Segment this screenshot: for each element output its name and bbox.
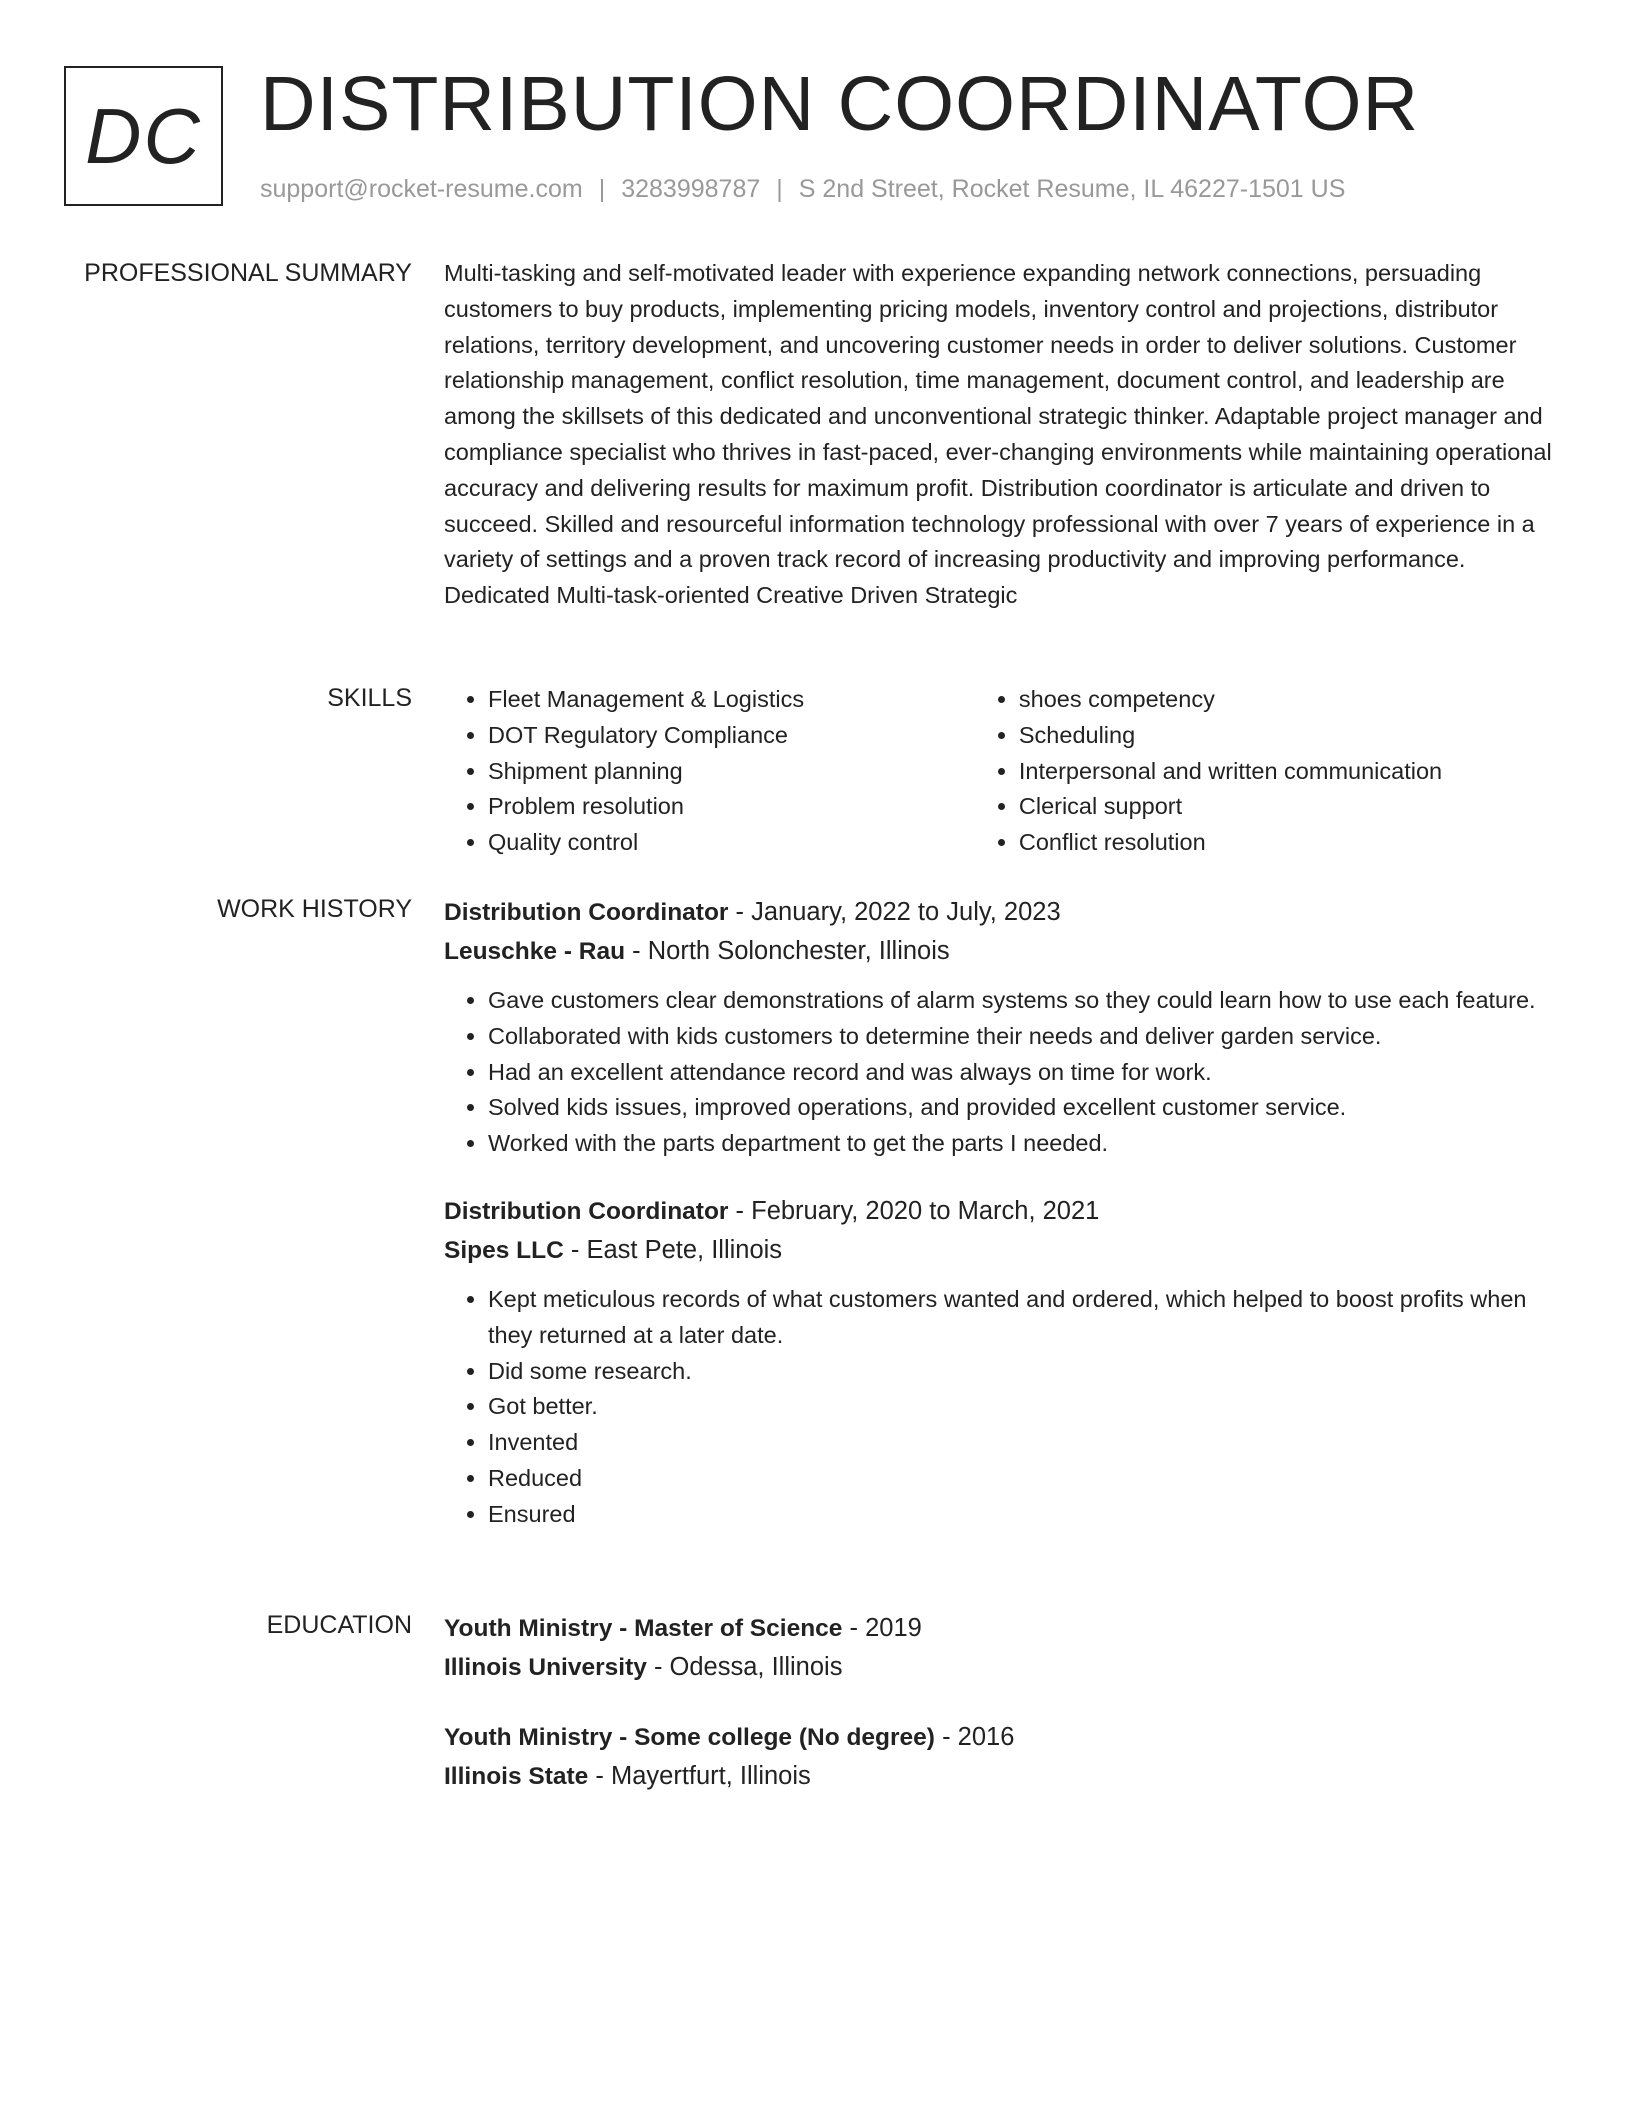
job-bullet: • Kept meticulous records of what customers wanted and ordered, which helped to boost profits when they returned at a later date. — [488, 1282, 1562, 1354]
skill-item: • Fleet Management & Logistics — [488, 682, 975, 718]
summary-body — [444, 256, 1562, 614]
education-year: - 2016 — [934, 1723, 1015, 1751]
job-bullet: • Got better. — [488, 1389, 1562, 1425]
job-role: Distribution Coordinator — [444, 899, 729, 926]
job-bullet: • Reduced — [488, 1461, 1562, 1497]
skills-section — [0, 682, 1632, 872]
section-title-skills: SKILLS — [327, 684, 412, 712]
education-location: - Odessa, Illinois — [646, 1653, 843, 1681]
education-degree-line — [444, 1609, 1562, 1648]
job-bullet: • Ensured — [488, 1497, 1562, 1533]
job-location: - North Solonchester, Illinois — [625, 937, 950, 965]
work-history-body — [444, 893, 1562, 1533]
education-degree: Youth Ministry - Master of Science — [444, 1615, 843, 1642]
job-company-line — [444, 932, 1562, 971]
job-bullet: • Gave customers clear demonstrations of alarm systems so they could learn how to use each feature. — [488, 983, 1562, 1019]
job-bullet: • Collaborated with kids customers to determine their needs and deliver garden service. — [488, 1019, 1562, 1055]
education-entry — [444, 1609, 1562, 1687]
job-bullet: • Solved kids issues, improved operations, and provided excellent customer service. — [488, 1090, 1562, 1126]
job-company: Leuschke - Rau — [444, 938, 626, 965]
skill-item: • Shipment planning — [488, 754, 975, 790]
page-title: DISTRIBUTION COORDINATOR — [260, 61, 1420, 147]
skill-item: • Interpersonal and written communication — [1019, 754, 1562, 790]
job-bullet: • Had an excellent attendance record and was always on time for work. — [488, 1055, 1562, 1091]
contact-email[interactable]: support@rocket-resume.com — [260, 175, 583, 203]
skill-item: • shoes competency — [1019, 682, 1562, 718]
job-company: Sipes LLC — [444, 1236, 564, 1264]
education-school: Illinois University — [444, 1654, 647, 1681]
education-school-line — [444, 1757, 1562, 1796]
job-dates: - January, 2022 to July, 2023 — [728, 898, 1061, 926]
education-year: - 2019 — [842, 1614, 922, 1642]
job-bullets — [444, 1282, 1562, 1533]
skills-column-right — [975, 682, 1562, 861]
skill-item: • Scheduling — [1019, 718, 1562, 754]
contact-address: S 2nd Street, Rocket Resume, IL 46227-1501 US — [798, 175, 1346, 203]
education-body — [444, 1609, 1562, 1796]
education-location: - Mayertfurt, Illinois — [588, 1762, 811, 1790]
skill-item: • Clerical support — [1019, 789, 1562, 825]
skill-item: • Conflict resolution — [1019, 825, 1562, 861]
skill-item: • Quality control — [488, 825, 975, 861]
contact-line — [260, 174, 1345, 204]
education-degree-line — [444, 1718, 1562, 1757]
education-entry — [444, 1718, 1562, 1796]
job-dates: - February, 2020 to March, 2021 — [728, 1196, 1100, 1225]
contact-phone[interactable]: 3283998787 — [621, 175, 761, 203]
job-entry — [444, 1192, 1562, 1533]
education-school: Illinois State — [444, 1763, 589, 1790]
job-bullet: • Did some research. — [488, 1354, 1562, 1390]
skill-item: • DOT Regulatory Compliance — [488, 718, 975, 754]
summary-text: Multi-tasking and self-motivated leader with experience expanding network connections, persuading customers to buy products, implementing pricing models, inventory control and projections, distributor relations, territory development, and uncovering customer needs in order to deliver solutions. Customer relationship management, conflict resolution, time management, document control, and leadership are among the skillsets of this dedicated and unconventional strategic thinker. Adaptable project manager and compliance specialist who thrives in fast-paced, ever-changing environments while maintaining operational accuracy and delivering results for maximum profit. Distribution coordinator is articulate and driven to succeed. Skilled and resourceful information technology professional with over 7 years of experience in a variety of settings and a proven track record of increasing productivity and improving performance. Dedicated Multi-task-oriented Creative Driven Strategic — [444, 260, 1552, 609]
job-bullet: • Invented — [488, 1425, 1562, 1461]
contact-separator: | — [598, 175, 606, 203]
skills-list — [444, 682, 1562, 861]
job-entry — [444, 893, 1562, 1162]
job-role: Distribution Coordinator — [444, 1197, 729, 1225]
section-title-summary: PROFESSIONAL SUMMARY — [84, 259, 412, 287]
job-bullets — [444, 983, 1562, 1162]
section-title-work-history: WORK HISTORY — [217, 895, 412, 923]
skill-item: • Problem resolution — [488, 789, 975, 825]
education-school-line — [444, 1648, 1562, 1687]
job-location: - East Pete, Illinois — [563, 1235, 783, 1264]
summary-section — [0, 256, 1632, 656]
job-bullet: • Worked with the parts department to get the parts I needed. — [488, 1126, 1562, 1162]
contact-separator: | — [776, 175, 783, 203]
education-degree: Youth Ministry - Some college (No degree) — [444, 1724, 935, 1751]
job-role-line — [444, 1192, 1562, 1231]
monogram-logo: DC — [64, 66, 223, 206]
education-section — [0, 1609, 1632, 1809]
section-title-education: EDUCATION — [266, 1611, 412, 1639]
work-history-section — [0, 893, 1632, 1583]
job-company-line — [444, 1231, 1562, 1270]
job-role-line — [444, 893, 1562, 932]
skills-column-left — [444, 682, 975, 861]
